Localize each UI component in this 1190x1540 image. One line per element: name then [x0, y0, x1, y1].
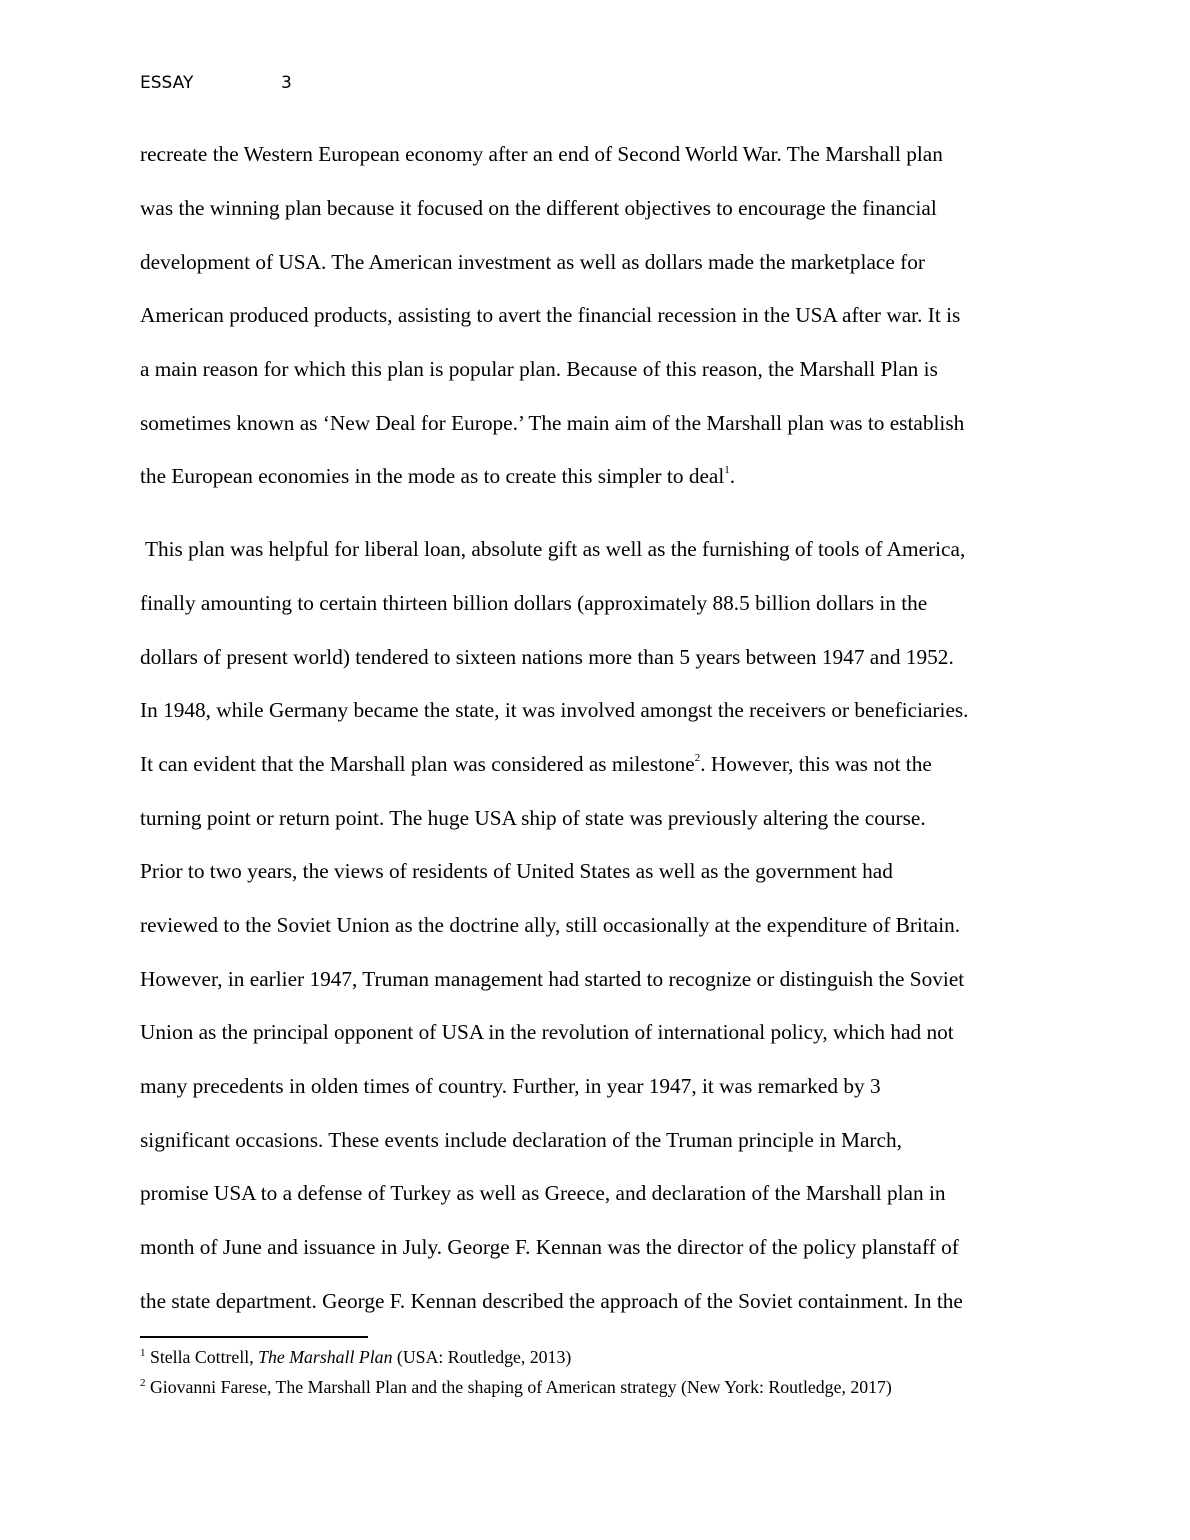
- page-header: [140, 72, 292, 94]
- body-line: [140, 462, 735, 490]
- body-line: American produced products, assisting to avert the financial recession in the USA after war. It is: [140, 303, 961, 327]
- body-line: [140, 750, 932, 778]
- body-line: However, in earlier 1947, Truman management had started to recognize or distinguish the Soviet: [140, 967, 965, 991]
- body-text: .: [729, 464, 736, 488]
- body-line: the state department. George F. Kennan described the approach of the Soviet containment. In the: [140, 1289, 963, 1313]
- body-text: It can evident that the Marshall plan was considered as milestone: [140, 752, 695, 776]
- body-line: development of USA. The American investment as well as dollars made the marketplace for: [140, 250, 925, 274]
- header-title: ESSAY: [140, 73, 194, 93]
- body-line: dollars of present world) tendered to sixteen nations more than 5 years between 1947 and 1952.: [140, 645, 954, 669]
- footnote-number: 1: [140, 1347, 146, 1360]
- footnote-reference[interactable]: 2: [694, 751, 701, 764]
- body-text: . However, this was not the: [700, 752, 932, 776]
- body-line: finally amounting to certain thirteen billion dollars (approximately 88.5 billion dollars in the: [140, 591, 928, 615]
- body-line: a main reason for which this plan is popular plan. Because of this reason, the Marshall Plan is: [140, 357, 938, 381]
- body-line: Union as the principal opponent of USA in the revolution of international policy, which had not: [140, 1020, 954, 1044]
- footnote-title: The Marshall Plan: [258, 1347, 393, 1367]
- footnote-text: (USA: Routledge, 2013): [392, 1347, 572, 1367]
- body-line: reviewed to the Soviet Union as the doctrine ally, still occasionally at the expenditure of Britain.: [140, 913, 961, 937]
- footnote-reference[interactable]: 1: [724, 463, 730, 476]
- body-line: This plan was helpful for liberal loan, absolute gift as well as the furnishing of tools of America,: [140, 537, 966, 561]
- page-number: 3: [281, 73, 292, 93]
- body-line: many precedents in olden times of country. Further, in year 1947, it was remarked by 3: [140, 1074, 881, 1098]
- body-line: turning point or return point. The huge USA ship of state was previously altering the course.: [140, 806, 926, 830]
- body-line: month of June and issuance in July. George F. Kennan was the director of the policy planstaff of: [140, 1235, 959, 1259]
- footnote-text: Stella Cottrell,: [145, 1347, 259, 1367]
- footnote-number: 2: [140, 1377, 146, 1390]
- footnote-2: [140, 1376, 892, 1398]
- body-line: In 1948, while Germany became the state, it was involved amongst the receivers or beneficiaries.: [140, 698, 969, 722]
- body-text: the European economies in the mode as to create this simpler to deal: [140, 464, 725, 488]
- body-line: sometimes known as ‘New Deal for Europe.’ The main aim of the Marshall plan was to establish: [140, 411, 965, 435]
- footnote-separator: [140, 1336, 368, 1338]
- footnote-text: Giovanni Farese, The Marshall Plan and the shaping of American strategy (New York: Routledge, 2017): [145, 1377, 892, 1397]
- body-line: Prior to two years, the views of residents of United States as well as the government had: [140, 859, 893, 883]
- body-line: recreate the Western European economy after an end of Second World War. The Marshall plan: [140, 142, 943, 166]
- footnote-1: [140, 1346, 571, 1368]
- body-line: was the winning plan because it focused on the different objectives to encourage the financial: [140, 196, 937, 220]
- body-line: significant occasions. These events include declaration of the Truman principle in March,: [140, 1128, 902, 1152]
- body-line: promise USA to a defense of Turkey as well as Greece, and declaration of the Marshall plan in: [140, 1181, 946, 1205]
